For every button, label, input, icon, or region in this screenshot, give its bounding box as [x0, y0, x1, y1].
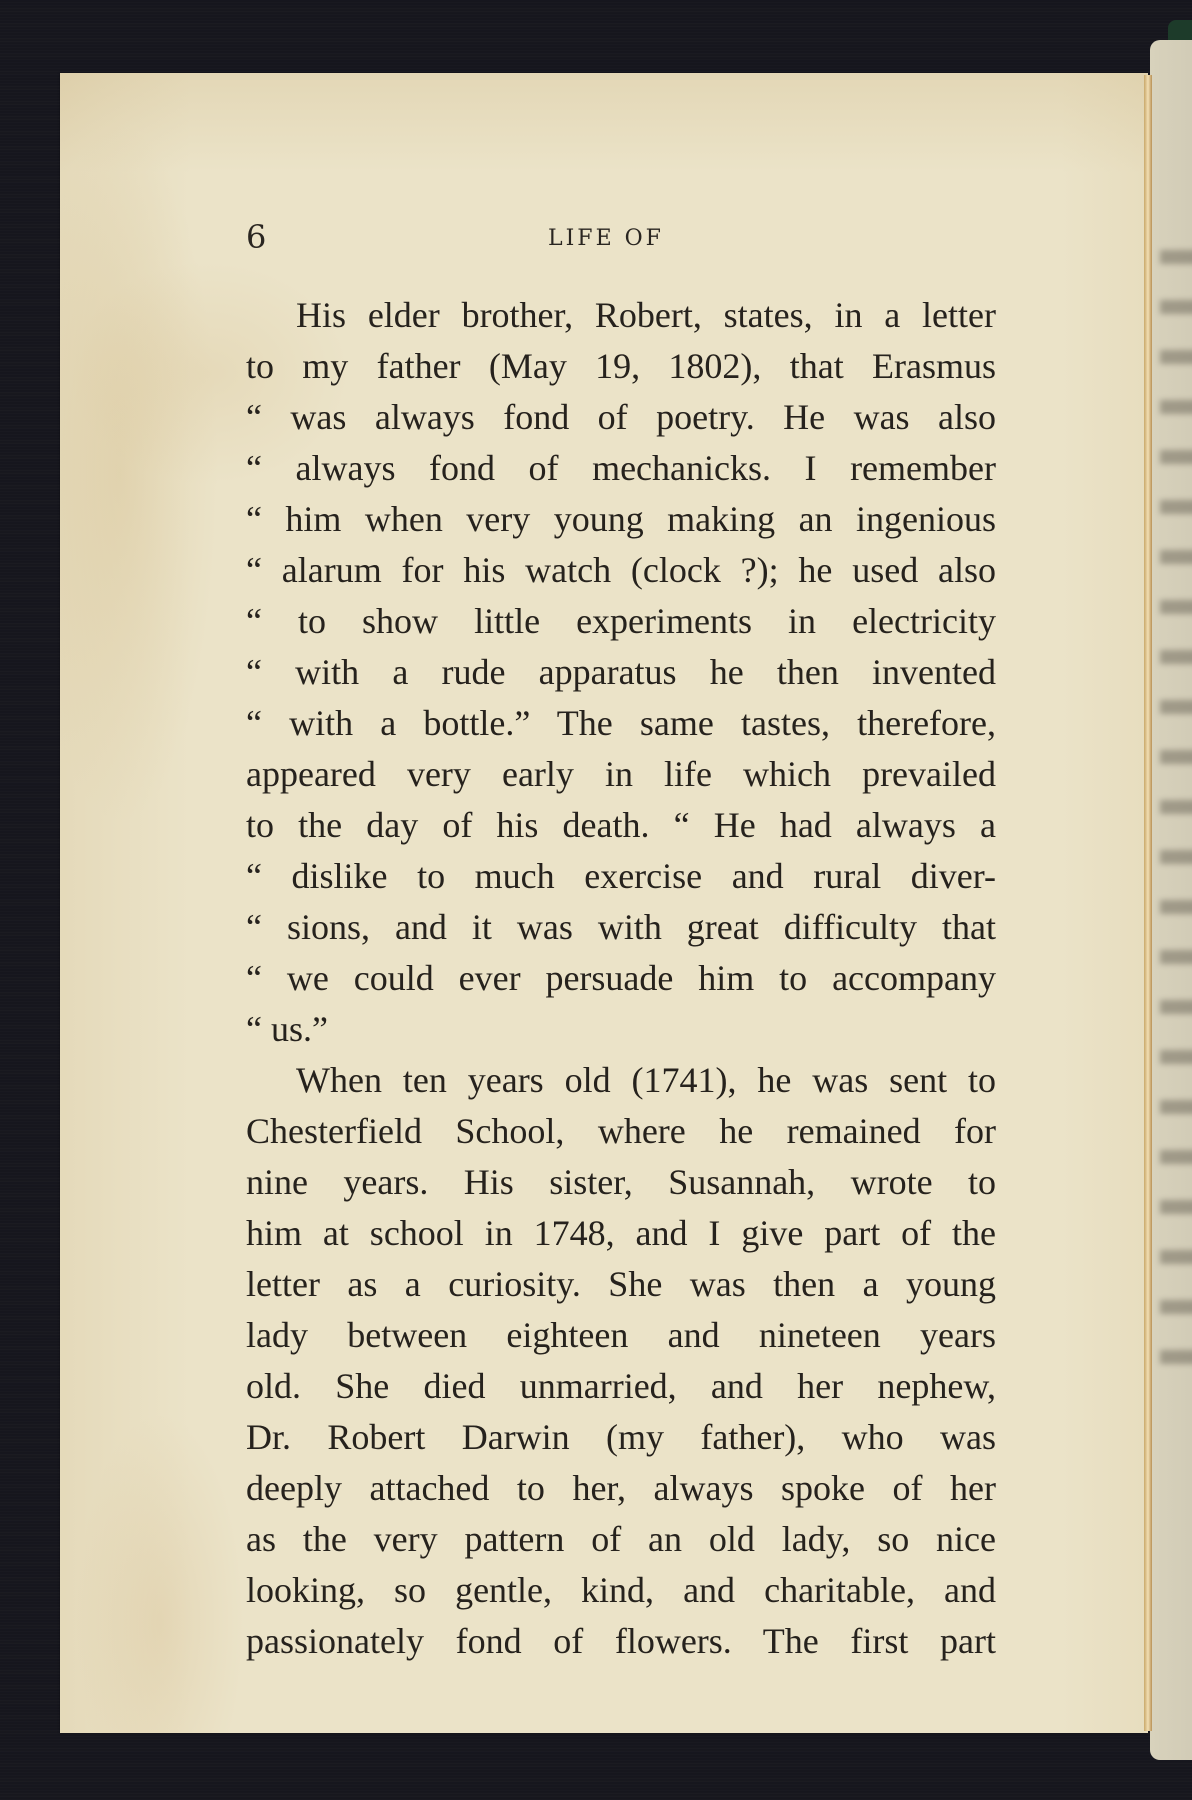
- text-line: “ to show little experiments in electricity: [246, 601, 996, 641]
- paragraph-2: [246, 1055, 996, 1667]
- body-text: [246, 290, 996, 1667]
- text-line: Chesterfield School, where he remained for: [246, 1111, 996, 1151]
- text-line: nine years. His sister, Susannah, wrote to: [246, 1162, 996, 1202]
- text-line: “ always fond of mechanicks. I remember: [246, 448, 996, 488]
- facing-page-blurred-text: [1160, 250, 1192, 1400]
- text-line: “ dislike to much exercise and rural diver-: [246, 856, 996, 896]
- text-line: as the very pattern of an old lady, so nice: [246, 1519, 996, 1559]
- text-line: “ was always fond of poetry. He was also: [246, 397, 996, 437]
- text-line: lady between eighteen and nineteen years: [246, 1315, 996, 1355]
- text-line: “ with a bottle.” The same tastes, therefore,: [246, 703, 996, 743]
- page-gilt-edge: [1144, 75, 1152, 1731]
- page-number: 6: [246, 218, 267, 256]
- text-line: His elder brother, Robert, states, in a letter: [296, 295, 996, 335]
- running-head: LIFE OF: [548, 226, 664, 251]
- text-line: When ten years old (1741), he was sent to: [296, 1060, 996, 1100]
- text-line: “ we could ever persuade him to accompany: [246, 958, 996, 998]
- paragraph-1: [246, 290, 996, 1055]
- text-line: to my father (May 19, 1802), that Erasmus: [246, 346, 996, 386]
- text-line: looking, so gentle, kind, and charitable, and: [246, 1570, 996, 1610]
- text-line: “ with a rude apparatus he then invented: [246, 652, 996, 692]
- text-line: “ us.”: [246, 1009, 328, 1049]
- text-line: him at school in 1748, and I give part of the: [246, 1213, 996, 1253]
- text-line: to the day of his death. “ He had always a: [246, 805, 996, 845]
- text-line: deeply attached to her, always spoke of her: [246, 1468, 996, 1508]
- text-line: “ him when very young making an ingenious: [246, 499, 996, 539]
- text-line: “ alarum for his watch (clock ?); he used also: [246, 550, 996, 590]
- text-line: passionately fond of flowers. The first part: [246, 1621, 996, 1661]
- text-line: old. She died unmarried, and her nephew,: [246, 1366, 996, 1406]
- text-line: letter as a curiosity. She was then a young: [246, 1264, 996, 1304]
- text-line: “ sions, and it was with great difficulty that: [246, 907, 996, 947]
- text-line: Dr. Robert Darwin (my father), who was: [246, 1417, 996, 1457]
- text-line: appeared very early in life which prevailed: [246, 754, 996, 794]
